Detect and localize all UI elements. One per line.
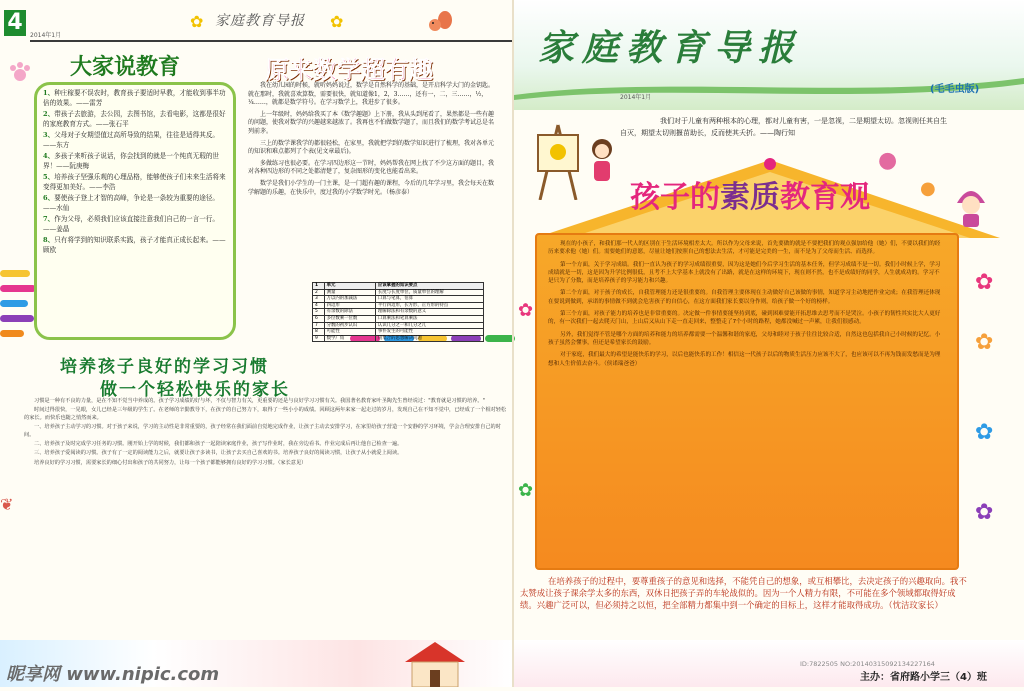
table-row: 8 可能性 事件发生的可能性 (313, 329, 484, 336)
paragraph: 三上的数学课我学的都很轻松，在家里，我就把学到的数学知识进行了梳理，我对各单元的知识和难点都列了个表(见文章最后)。 (248, 139, 495, 156)
paragraph: 第二个方面，对于孩子的成长，自我管理能力还是很重要的。自我管理主要体现在主动做好自己该做的事情，知道学习主动地把作业完成；在我管理还体现在要说到做到，承诺的事情做不到就会危害孩子的自信心，在这方面我们家长要以身作则，给孩子做一个好的榜样。 (548, 290, 941, 305)
paw-icon (8, 60, 32, 84)
left-date: 2014年1月 (30, 32, 62, 39)
bottom-note: 在培养孩子的过程中，要尊重孩子的意见和选择，不能凭自己的想象，或互相攀比，去决定孩子的兴趣取向。我不太赞成让孩子课余学太多的东西，双休日把孩子弄的车轮战似的。因为一个人精力有限，不可能在多个领域都取得好成绩。兴趣广泛可以，但必须持之以恒，把全部精力都集中到一个确定的目标上，这样才能取得成功。（忱洁玟家长） (520, 576, 967, 610)
quote-item: 8、只有将学到的知识联系实践，孩子才能真正成长起来。——顾欧 (43, 236, 226, 254)
paragraph: 多做练习也很必要。在学习四边形这一节时，妈妈帮我在网上找了不少这方面的题目，我对各种四边形的不同之处都清楚了，复杂图形的变化也能看出来。 (248, 159, 495, 176)
table-row: 4 四边形 平行四边形，长方形，正方形的特点 (313, 302, 484, 309)
feature-article (548, 240, 943, 372)
paragraph: 一、培养孩子主动学习的习惯。对于孩子来说，学习的主动性是非常重要的，孩子经常在我们面前自觉地完成作业，让孩子主动去安排学习，在家里给孩子营造一个安静的学习环境，学会合理安排自己的时间。 (24, 424, 501, 438)
watermark: 昵享网 www.nipic.com (6, 664, 220, 685)
squirrel-icon (425, 10, 453, 36)
sunflower-icon: ✿ (330, 12, 344, 31)
paragraph: 对于家庭，我们最大的希望是能快乐的学习，以后也能快乐的工作！相信这一代孩子以后的物质生活压力应该不大了，也应该可以不再为钱而发愁而是为理想和人生价值去奋斗。（侯诺瑞爸爸） (548, 352, 941, 367)
paragraph: 培养良好的学习习惯，需要家长的细心付出和孩子的共同努力，让每一个孩子都能够拥有良好的学习习惯。（家长意见） (34, 459, 307, 466)
quote-item: 4、多孩子来听孩子说话，你会找到的就是一个纯真无瑕的世界！——阮庚梅 (43, 152, 220, 170)
sunflower-icon: ✿ (190, 12, 204, 31)
paragraph: 习惯是一种有不良的力量，是在不知不觉当中养成的。孩子学习成绩的好与坏，不仅与智力有关，更重要的还是与良好学习习惯有关。我国著名教育家叶圣陶先生曾经说过："教育就是习惯的培养。" (34, 398, 485, 404)
house-icon (400, 640, 470, 687)
header-rule (30, 40, 520, 42)
sunflower-icon: ✿ (518, 300, 534, 321)
table-row: 6 多位数乘一位数 口算乘法和笔算乘法 (313, 315, 484, 322)
quote-item: 5、培养孩子坚强乐观的心理品格，能够使孩子们未来生活将来变得更加美好。——李浩 (43, 173, 226, 191)
paragraph: 另外，我们觉得不管是哪个方面的培养和能力的培养都需要一个温馨和谐的家庭，父母和睦对于孩子往往比较合适，自然这也包括我自己小时候的记忆。小孩子虽然会懂事，但还是希望家长的鼓励。 (548, 331, 941, 346)
quote-item: 6、要使孩子登上才智的高峰，争论是一条较为重要的途径。——水仙 (43, 194, 220, 212)
quote-item: 1、种庄稼要不误农时，教育孩子要适时早教，才能收到事半功倍的效果。——雷芳 (43, 89, 226, 107)
paragraph: 现在的小孩子，和我们那一代人的区别在于生活环境相差太大。所以作为父母来说，首先要做的就是不要把我们的观点强加给他（她）们，不要以我们的经历来要求他（她）们。需要她们的意愿，尽量让她们按照自己的想法去生活，才可能是完美的一生，而不是为了父母而生活、而选择。 (548, 241, 941, 256)
math-article (248, 82, 496, 200)
paragraph: 第一个方面，关于学习成绩。我们一直认为孩子的学习成绩很重要，因为这是她们今后学习生活的基本任务，但学习成绩不是一切。我们小时候上学，学习成绩就是一切，这是因为升学比例很低，且考不上大学基本上就没有了出路，就是在这样的环境下，现在则不然，也不是成绩好的同学，人生就成功的。学习不是只为了分数，而是培养孩子的学习能力和兴趣。 (548, 261, 941, 285)
sunflower-icon: ✿ (518, 480, 534, 501)
table-row: 9 数学广角 用集合的思想解决问题 (313, 335, 484, 342)
page-number: 4 (4, 10, 26, 36)
quote-item: 3、父母对子女期望值过高所导致的结果，往往是适得其反。——东方 (43, 131, 220, 149)
paragraph: 上一年级时，妈妈给我买了本《数学趣题》上下册，我从头到尾看了，果然都是一些有趣的问题，使我对数学的兴趣越来越浓了。我再也不怕做数学题了，而且我们的数学考试总是名列前茅。 (248, 110, 495, 135)
quotes-box (34, 82, 236, 340)
table-row: 7 分数的初步认识 认识几分之一和几分之几 (313, 322, 484, 329)
hot-air-balloon-icon: ● (878, 148, 898, 173)
feature-title: 孩子的素质教育观 (630, 180, 870, 215)
habit-article (24, 398, 510, 469)
paragraph: 第三个方面，对孩子能力的培养也是非常重要的。决定做一件事情要能坚持到底，碰到困难要能开拓思维去思考而不是哭泣。小孩子的韧性其实比大人更好的，有一次我们一起去爬天门山，上山后又从山下走一直走回来，整整走了7个小时的路程，她都没喊过一声累，让我们很感动。 (548, 311, 941, 326)
girl-mascot-icon (955, 185, 987, 227)
tao-quote: 我们对于儿童有两种根本的心理，都对儿童有害，一是忽视，二是期望太切。忽视则任其自生自灭，期望太切则揠苗助长，反而使其夭折。——陶行知 (620, 117, 947, 137)
table-row: 2 测量 长度与长度单位，质量单位的理解 (313, 289, 484, 296)
paragraph: 我在幼儿园的时候，就听妈妈说过，数学是自然科学的基础，是开启科学大门的金钥匙。就在那时，我就喜欢算数，需要很快，就知道像1，2，3……，还有一，二，三……，½，¼……，就都是数学符号。在学习数学上，我进步了很多。 (248, 82, 495, 107)
sunflower-icon: ✿ (975, 420, 994, 445)
quote-item: 2、带孩子去旅游，去公园，去图书馆，去看电影，这都是很好的家庭教育方式。——张石平 (43, 110, 226, 128)
table-row: 5 有余数的除法 理解除法和有余数的意义 (313, 309, 484, 316)
sunflower-icon: ✿ (975, 330, 994, 355)
butterfly-icon: ❦ (0, 495, 14, 514)
right-date: 2014年1月 (620, 94, 652, 101)
sunflower-icon: ✿ (975, 270, 994, 295)
section-title-dajia: 大家说教育 (70, 55, 181, 80)
paragraph: 二、培养孩子及时完成学习任务的习惯。刚开始上学的时候，我们都和孩子一起陪读家庭作业，孩子写作业时，我在旁边看书。作业完成后再让他自己检查一遍。 (34, 441, 403, 448)
quote-item: 7、作为父母，必须我们应该直接注意我们自己的一言一行。——姜晶 (43, 215, 220, 233)
sunflower-icon: ✿ (975, 500, 994, 525)
math-knowledge-table (312, 282, 484, 342)
paragraph: 三、培养孩子爱阅读的习惯。孩子有了一定的阅读能力之后，就要让孩子多读书，让孩子去买自己喜欢的书。培养孩子良好的阅读习惯，让孩子从小就爱上阅读。 (34, 450, 403, 457)
right-main-title: 家庭教育导报 (538, 27, 803, 69)
image-id: ID:7822505 NO:20140315092134227164 (800, 660, 935, 668)
section-title-math: 原来数学超有趣 (265, 56, 433, 84)
table-row: 3 万以内的加减法 口算与笔算，估算 (313, 296, 484, 303)
table-row: 1 单元 应该掌握的知识要点 (313, 283, 484, 290)
section-title-habit-2: 做一个轻松快乐的家长 (100, 380, 290, 400)
school-credit: 主办：省府路小学三（4）班 (860, 672, 987, 683)
paragraph: 数学是我们小学生的一门主课，是一门超有趣的课程，今后的几年学习里，我会每天在数学解题的乐趣，在快乐中，度过我的小学数学时光。（杨彦泰） (248, 179, 495, 196)
left-header-title: 家庭教育导报 (215, 13, 305, 29)
edition-badge: (毛毛虫版) (930, 84, 980, 95)
hot-air-balloon-icon: ● (920, 178, 936, 199)
paragraph: 时间过得很快，一晃眼，女儿已经是三年级的学生了。在老师的辛勤教导下，在孩子的自己努力下，取得了一些小小的成绩。回顾这两年来家一起走过的岁月，发现自己在不知不觉中，已经成了一个相对轻松的家长。而快乐也随之悄然而来。 (24, 407, 507, 421)
section-title-habit-1: 培养孩子良好的学习习惯 (60, 357, 269, 377)
